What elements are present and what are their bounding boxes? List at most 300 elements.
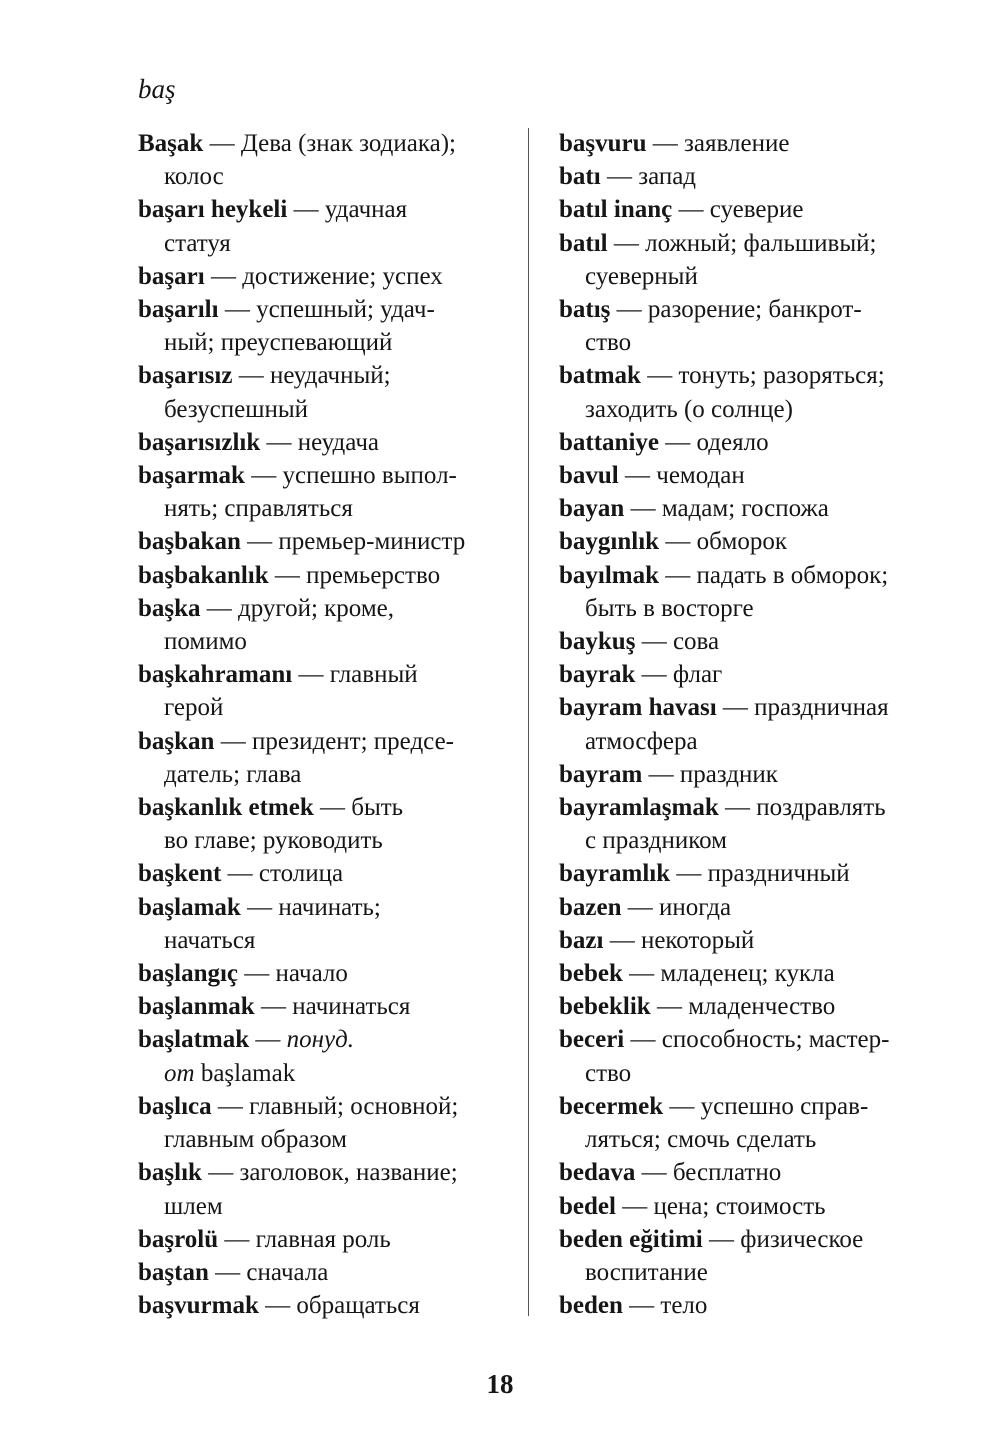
entry-line (559, 525, 939, 558)
entry-translation: праздничная (754, 694, 889, 722)
entry-translation: успешный; удач- (256, 296, 435, 324)
entry-headword: başarmak (138, 462, 245, 490)
dictionary-entry (138, 1289, 518, 1322)
dictionary-entry (559, 1289, 939, 1322)
entry-headword: bayramlık (559, 860, 671, 888)
dictionary-entry (559, 1223, 939, 1289)
entry-headword: bayrak (559, 661, 636, 689)
entry-headword: bedava (559, 1159, 636, 1187)
entry-dash: — (265, 1292, 291, 1320)
entry-headword: beceri (559, 1026, 625, 1054)
entry-headword: başlangıç (138, 960, 239, 988)
entry-line (559, 227, 939, 260)
dictionary-entry (138, 857, 518, 890)
entry-dash: — (647, 362, 673, 390)
entry-dash: — (220, 727, 246, 755)
entry-line (559, 359, 939, 392)
entry-translation: премьерство (306, 561, 441, 589)
entry-line (559, 924, 939, 957)
entry-dash: — (625, 462, 651, 490)
entry-translation: запад (638, 163, 697, 191)
entry-dash: — (641, 628, 667, 656)
entry-line (559, 824, 939, 857)
entry-translation: главная роль (255, 1225, 391, 1253)
entry-headword: başarısız (138, 362, 233, 390)
entry-line (559, 1023, 939, 1056)
dictionary-entry (138, 193, 518, 259)
entry-translation: во главе; руководить (164, 827, 383, 855)
entry-translation: бесплатно (672, 1159, 782, 1187)
entry-translation: цена; стоимость (653, 1192, 826, 1220)
entry-headword: başkent (138, 860, 222, 888)
entry-translation: с праздником (585, 827, 727, 855)
dictionary-entry (138, 957, 518, 990)
entry-translation: главный (329, 661, 418, 689)
dictionary-entry (138, 791, 518, 857)
entry-line (559, 1289, 939, 1322)
entry-translation: флаг (672, 661, 723, 689)
entry-dash: — (622, 1192, 648, 1220)
entry-dash: — (665, 528, 691, 556)
entry-dash: — (641, 661, 667, 689)
entry-line (138, 1256, 518, 1289)
entry-headword: başarı heykeli (138, 196, 288, 224)
cross-reference: başlamak (200, 1059, 296, 1087)
entry-translation: датель; глава (164, 760, 302, 788)
entry-line (138, 127, 518, 160)
entry-line (138, 1123, 518, 1156)
entry-translation: удачная (324, 196, 408, 224)
dictionary-entry (138, 459, 518, 525)
dictionary-entry (138, 1023, 518, 1089)
entry-dash: — (319, 794, 345, 822)
entry-line (138, 359, 518, 392)
dictionary-entry (138, 990, 518, 1023)
dictionary-entry (138, 1256, 518, 1289)
entry-line (559, 426, 939, 459)
entry-line (559, 725, 939, 758)
dictionary-entry (559, 459, 939, 492)
entry-line (138, 1023, 518, 1056)
entry-line (559, 1123, 939, 1156)
entry-line (138, 1223, 518, 1256)
entry-headword: başbakanlık (138, 561, 269, 589)
dictionary-entry (138, 127, 518, 193)
entry-dash: — (709, 1225, 734, 1253)
entry-line (559, 326, 939, 359)
entry-dash: — (274, 561, 300, 589)
entry-headword: bebeklik (559, 993, 651, 1021)
entry-translation: атмосфера (585, 727, 698, 755)
entry-headword: beden (559, 1292, 623, 1320)
entry-line (559, 492, 939, 525)
entry-line (559, 160, 939, 193)
entry-line (559, 990, 939, 1023)
entry-headword: başka (138, 594, 201, 622)
entry-translation: сова (672, 628, 720, 656)
entry-line (138, 393, 518, 426)
entry-line (559, 1256, 939, 1289)
entry-dash: — (266, 428, 292, 456)
entry-translation: начинаться (292, 993, 411, 1021)
entry-line (138, 758, 518, 791)
entry-headword: başbakan (138, 528, 241, 556)
entry-translation: обморок (696, 528, 788, 556)
entry-dash: — (217, 1092, 243, 1120)
dictionary-entry (559, 857, 939, 890)
entry-line (559, 1190, 939, 1223)
entry-translation: тонуть; разоряться; (678, 362, 885, 390)
entry-line (559, 393, 939, 426)
entry-translation: шлем (164, 1192, 223, 1220)
entry-translation: ляться; смочь сделать (585, 1126, 817, 1154)
entry-translation: главным образом (164, 1126, 347, 1154)
entry-dash: — (609, 926, 635, 954)
entry-dash: — (247, 528, 273, 556)
page-number: 18 (486, 1369, 514, 1399)
entry-dash: — (676, 860, 702, 888)
entry-dash: — (665, 561, 691, 589)
entry-dash: — (298, 661, 324, 689)
entry-headword: Başak (138, 130, 204, 157)
entry-headword: batış (559, 296, 611, 324)
entry-headword: becermek (559, 1092, 664, 1120)
dictionary-entry (138, 725, 518, 791)
dictionary-entry (559, 625, 939, 658)
dictionary-entry (138, 1090, 518, 1156)
dictionary-entry (138, 1223, 518, 1256)
entry-line (138, 592, 518, 625)
entry-line (559, 658, 939, 691)
entry-line (138, 426, 518, 459)
entry-translation: ложный; фальшивый; (645, 229, 877, 257)
entry-line (138, 857, 518, 890)
entry-translation: заходить (о солнце) (585, 395, 793, 423)
dictionary-entry (559, 691, 939, 757)
entry-line (559, 791, 939, 824)
entry-headword: başkan (138, 727, 215, 755)
dictionary-entry (559, 227, 939, 293)
entry-line (138, 990, 518, 1023)
entry-dash: — (678, 196, 704, 224)
entry-line (138, 525, 518, 558)
dictionary-entry (559, 359, 939, 425)
entry-translation: падать в обморок; (696, 561, 889, 589)
left-column (138, 127, 518, 1322)
entry-translation: герой (164, 694, 224, 722)
dictionary-entry (559, 758, 939, 791)
entry-dash: — (251, 462, 277, 490)
entry-translation: суеверный (585, 262, 698, 290)
entry-headword: başvuru (559, 130, 647, 157)
dictionary-entry (138, 359, 518, 425)
entry-line (138, 691, 518, 724)
entry-line (138, 1090, 518, 1123)
entry-translation: праздник (679, 760, 778, 788)
entry-headword: bazı (559, 926, 604, 954)
dictionary-entry (559, 492, 939, 525)
entry-translation: ство (585, 1059, 632, 1087)
dictionary-entry (559, 891, 939, 924)
dictionary-entry (559, 791, 939, 857)
entry-translation: разорение; банкрот- (647, 296, 862, 324)
entry-line (559, 691, 939, 724)
entry-line (559, 957, 939, 990)
entry-translation: праздничный (707, 860, 850, 888)
entry-translation: статуя (164, 229, 231, 257)
entry-headword: bazen (559, 893, 622, 921)
entry-translation: помимо (164, 628, 247, 656)
entry-line (559, 857, 939, 890)
entry-translation: младенец; кукла (660, 960, 835, 988)
entry-translation: физическое (740, 1225, 864, 1253)
entry-translation: обращаться (296, 1292, 420, 1320)
entry-line (559, 592, 939, 625)
grammar-note: от (164, 1059, 195, 1087)
entry-headword: battaniye (559, 428, 659, 456)
entry-line (559, 1057, 939, 1090)
entry-translation: другой; кроме, (238, 594, 394, 622)
entry-dash: — (606, 163, 632, 191)
entry-dash: — (255, 1026, 281, 1054)
entry-line (559, 1223, 939, 1256)
entry-dash: — (224, 1225, 250, 1253)
running-head: baş (138, 74, 176, 104)
entry-headword: bayram havası (559, 694, 717, 722)
entry-dash: — (722, 694, 748, 722)
entry-line (138, 559, 518, 592)
entry-headword: başarılı (138, 296, 219, 324)
entry-translation: президент; предсе- (251, 727, 454, 755)
entry-line (138, 1289, 518, 1322)
entry-dash: — (627, 893, 653, 921)
entry-line (559, 127, 939, 160)
entry-line (559, 625, 939, 658)
entry-translation: быть (351, 794, 404, 822)
entry-line (138, 891, 518, 924)
dictionary-entry (559, 924, 939, 957)
dictionary-entry (138, 293, 518, 359)
dictionary-entry (559, 1156, 939, 1189)
entry-translation: способность; мастер- (661, 1026, 890, 1054)
entry-line (138, 1190, 518, 1223)
dictionary-entry (138, 592, 518, 658)
entry-headword: batıl inanç (559, 196, 673, 224)
entry-headword: başarısızlık (138, 428, 261, 456)
entry-translation: ный; преуспевающий (164, 329, 393, 357)
entry-translation: суеверие (709, 196, 804, 224)
entry-translation: начало (275, 960, 348, 988)
entry-headword: baştan (138, 1258, 209, 1286)
entry-dash: — (210, 262, 236, 290)
entry-translation: Дева (знак зодиака); (240, 130, 456, 157)
dictionary-entry (138, 1156, 518, 1222)
dictionary-entry (559, 193, 939, 226)
entry-line (138, 791, 518, 824)
entry-dash: — (208, 1159, 234, 1187)
entry-translation: некоторый (640, 926, 755, 954)
entry-line (138, 160, 518, 193)
entry-dash: — (652, 130, 678, 157)
entry-dash: — (665, 428, 691, 456)
entry-headword: bayramlaşmak (559, 794, 719, 822)
entry-translation: нять; справляться (164, 495, 353, 523)
entry-headword: başvurmak (138, 1292, 259, 1320)
entry-headword: bayılmak (559, 561, 660, 589)
entry-line (559, 459, 939, 492)
entry-line (138, 725, 518, 758)
entry-translation: начинать; (278, 893, 381, 921)
entry-headword: başlık (138, 1159, 202, 1187)
entry-line (559, 193, 939, 226)
entry-headword: başlamak (138, 893, 241, 921)
dictionary-entry (559, 160, 939, 193)
entry-dash: — (247, 893, 273, 921)
entry-dash: — (724, 794, 750, 822)
entry-translation: тело (660, 1292, 708, 1320)
entry-translation: неудача (297, 428, 380, 456)
entry-line (559, 1156, 939, 1189)
entry-headword: başlatmak (138, 1026, 250, 1054)
entry-translation: сначала (246, 1258, 329, 1286)
grammar-note: понуд. (286, 1026, 354, 1054)
entry-translation: иногда (659, 893, 732, 921)
entry-line (138, 625, 518, 658)
entry-headword: başkanlık etmek (138, 794, 314, 822)
entry-translation: успешно справ- (700, 1092, 869, 1120)
entry-translation: быть в восторге (585, 594, 754, 622)
entry-headword: başlıca (138, 1092, 212, 1120)
entry-translation: премьер-министр (278, 528, 466, 556)
entry-dash: — (260, 993, 286, 1021)
entry-line (138, 193, 518, 226)
dictionary-entry (138, 426, 518, 459)
dictionary-entry (138, 891, 518, 957)
entry-translation: главный; основной; (249, 1092, 459, 1120)
dictionary-entry (559, 990, 939, 1023)
entry-dash: — (630, 1026, 656, 1054)
entry-dash: — (209, 130, 235, 157)
entry-headword: batıl (559, 229, 608, 257)
entry-line (138, 924, 518, 957)
entry-dash: — (656, 993, 682, 1021)
dictionary-entry (559, 293, 939, 359)
entry-headword: baykuş (559, 628, 636, 656)
entry-line (138, 824, 518, 857)
dictionary-entry (559, 957, 939, 990)
entry-headword: baygınlık (559, 528, 660, 556)
dictionary-entry (138, 559, 518, 592)
dictionary-entry (138, 260, 518, 293)
entry-dash: — (629, 1292, 655, 1320)
entry-translation: воспитание (585, 1258, 708, 1286)
entry-translation: безуспешный (164, 395, 309, 423)
entry-line (559, 891, 939, 924)
entry-headword: bebek (559, 960, 623, 988)
entry-dash: — (227, 860, 253, 888)
entry-dash: — (630, 495, 656, 523)
entry-dash: — (293, 196, 319, 224)
entry-headword: batı (559, 163, 601, 191)
entry-translation: заголовок, название; (239, 1159, 458, 1187)
entry-line (138, 1057, 518, 1090)
dictionary-entry (559, 1090, 939, 1156)
dictionary-entry (559, 127, 939, 160)
entry-dash: — (641, 1159, 667, 1187)
entry-translation: чемодан (656, 462, 745, 490)
entry-line (138, 293, 518, 326)
dictionary-entry (138, 658, 518, 724)
entry-translation: столица (258, 860, 344, 888)
entry-headword: bedel (559, 1192, 616, 1220)
entry-line (138, 957, 518, 990)
entry-translation: начаться (164, 926, 256, 954)
entry-line (138, 227, 518, 260)
entry-dash: — (669, 1092, 695, 1120)
entry-translation: одеяло (696, 428, 769, 456)
entry-translation: ство (585, 329, 632, 357)
entry-headword: beden eğitimi (559, 1225, 703, 1253)
entry-headword: başlanmak (138, 993, 255, 1021)
entry-translation: достижение; успех (242, 262, 443, 290)
entry-line (138, 459, 518, 492)
entry-headword: bayan (559, 495, 625, 523)
entry-dash: — (224, 296, 250, 324)
entry-line (138, 326, 518, 359)
entry-dash: — (244, 960, 270, 988)
entry-headword: batmak (559, 362, 641, 390)
entry-headword: bayram (559, 760, 643, 788)
entry-translation: неудачный; (269, 362, 391, 390)
dictionary-entry (559, 426, 939, 459)
entry-headword: başrolü (138, 1225, 219, 1253)
dictionary-entry (559, 1023, 939, 1089)
entry-line (138, 492, 518, 525)
right-column (559, 127, 939, 1322)
entry-dash: — (206, 594, 232, 622)
entry-line (138, 260, 518, 293)
entry-dash: — (215, 1258, 241, 1286)
dictionary-entry (559, 658, 939, 691)
column-divider (528, 128, 529, 1316)
entry-line (138, 658, 518, 691)
entry-line (559, 260, 939, 293)
entry-dash: — (629, 960, 655, 988)
dictionary-entry (559, 559, 939, 625)
entry-line (559, 559, 939, 592)
entry-dash: — (616, 296, 642, 324)
entry-dash: — (238, 362, 264, 390)
entry-headword: bavul (559, 462, 619, 490)
entry-line (559, 758, 939, 791)
entry-line (559, 1090, 939, 1123)
entry-dash: — (648, 760, 674, 788)
entry-translation: успешно выпол- (282, 462, 457, 490)
entry-headword: başarı (138, 262, 205, 290)
entry-headword: başkahramanı (138, 661, 293, 689)
dictionary-entry (138, 525, 518, 558)
entry-translation: младенчество (688, 993, 836, 1021)
entry-line (559, 293, 939, 326)
entry-dash: — (613, 229, 639, 257)
entry-line (138, 1156, 518, 1189)
dictionary-entry (559, 525, 939, 558)
entry-translation: мадам; госпожа (661, 495, 829, 523)
dictionary-entry (559, 1190, 939, 1223)
entry-translation: колос (164, 163, 224, 191)
entry-translation: заявление (684, 130, 790, 157)
entry-translation: поздравлять (756, 794, 886, 822)
